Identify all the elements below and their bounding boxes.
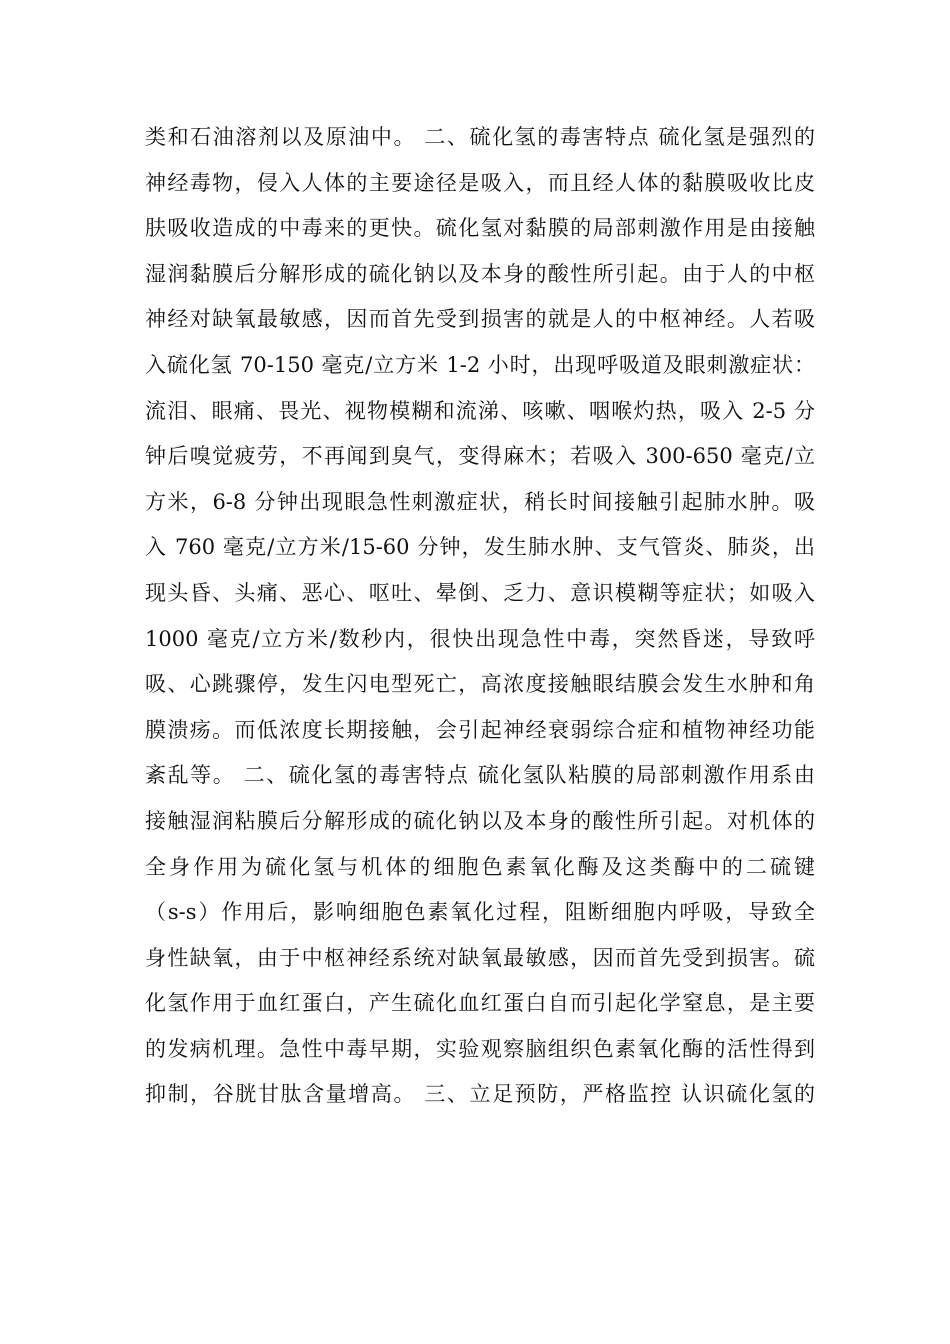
text-line: （s-s）作用后，影响细胞色素氧化过程，阻断细胞内呼吸，导致全 bbox=[145, 900, 815, 925]
text-line: 1000 毫克/立方米/数秒内，很快出现急性中毒，突然昏迷，导致呼 bbox=[145, 626, 815, 651]
text-line: 膜溃疡。而低浓度长期接触，会引起神经衰弱综合症和植物神经功能 bbox=[145, 717, 815, 742]
text-line: 流泪、眼痛、畏光、视物模糊和流涕、咳嗽、咽喉灼热，吸入 2-5 分 bbox=[145, 398, 815, 423]
text-line: 化氢作用于血红蛋白，产生硫化血红蛋白自而引起化学窒息，是主要 bbox=[145, 991, 815, 1016]
text-line: 肤吸收造成的中毒来的更快。硫化氢对黏膜的局部刺激作用是由接触 bbox=[145, 216, 815, 241]
body-text bbox=[145, 115, 815, 1118]
text-line: 的发病机理。急性中毒早期，实验观察脑组织色素氧化酶的活性得到 bbox=[145, 1036, 815, 1061]
text-line: 紊乱等。 二、硫化氢的毒害特点 硫化氢队粘膜的局部刺激作用系由 bbox=[145, 763, 815, 788]
text-line: 吸、心跳骤停，发生闪电型死亡，高浓度接触眼结膜会发生水肿和角 bbox=[145, 672, 815, 697]
text-line: 方米，6-8 分钟出现眼急性刺激症状，稍长时间接触引起肺水肿。吸 bbox=[145, 489, 815, 514]
text-line: 类和石油溶剂以及原油中。 二、硫化氢的毒害特点 硫化氢是强烈的 bbox=[145, 125, 815, 149]
text-line: 湿润黏膜后分解形成的硫化钠以及本身的酸性所引起。由于人的中枢 bbox=[145, 261, 815, 286]
text-line: 现头昏、头痛、恶心、呕吐、晕倒、乏力、意识模糊等症状；如吸入 bbox=[145, 580, 815, 605]
text-line: 钟后嗅觉疲劳，不再闻到臭气，变得麻木；若吸入 300-650 毫克/立 bbox=[145, 444, 815, 469]
text-line: 神经毒物，侵入人体的主要途径是吸入，而且经人体的黏膜吸收比皮 bbox=[145, 170, 815, 195]
text-line: 抑制，谷胱甘肽含量增高。 三、立足预防，严格监控 认识硫化氢的 bbox=[145, 1082, 815, 1107]
text-line: 全身作用为硫化氢与机体的细胞色素氧化酶及这类酶中的二硫键 bbox=[145, 854, 815, 879]
text-line: 入 760 毫克/立方米/15-60 分钟，发生肺水肿、支气管炎、肺炎，出 bbox=[145, 535, 815, 560]
text-line: 身性缺氧，由于中枢神经系统对缺氧最敏感，因而首先受到损害。硫 bbox=[145, 945, 815, 970]
text-line: 入硫化氢 70-150 毫克/立方米 1-2 小时，出现呼吸道及眼刺激症状： bbox=[145, 352, 815, 377]
text-line: 神经对缺氧最敏感，因而首先受到损害的就是人的中枢神经。人若吸 bbox=[145, 307, 815, 332]
text-line: 接触湿润粘膜后分解形成的硫化钠以及本身的酸性所引起。对机体的 bbox=[145, 808, 815, 833]
